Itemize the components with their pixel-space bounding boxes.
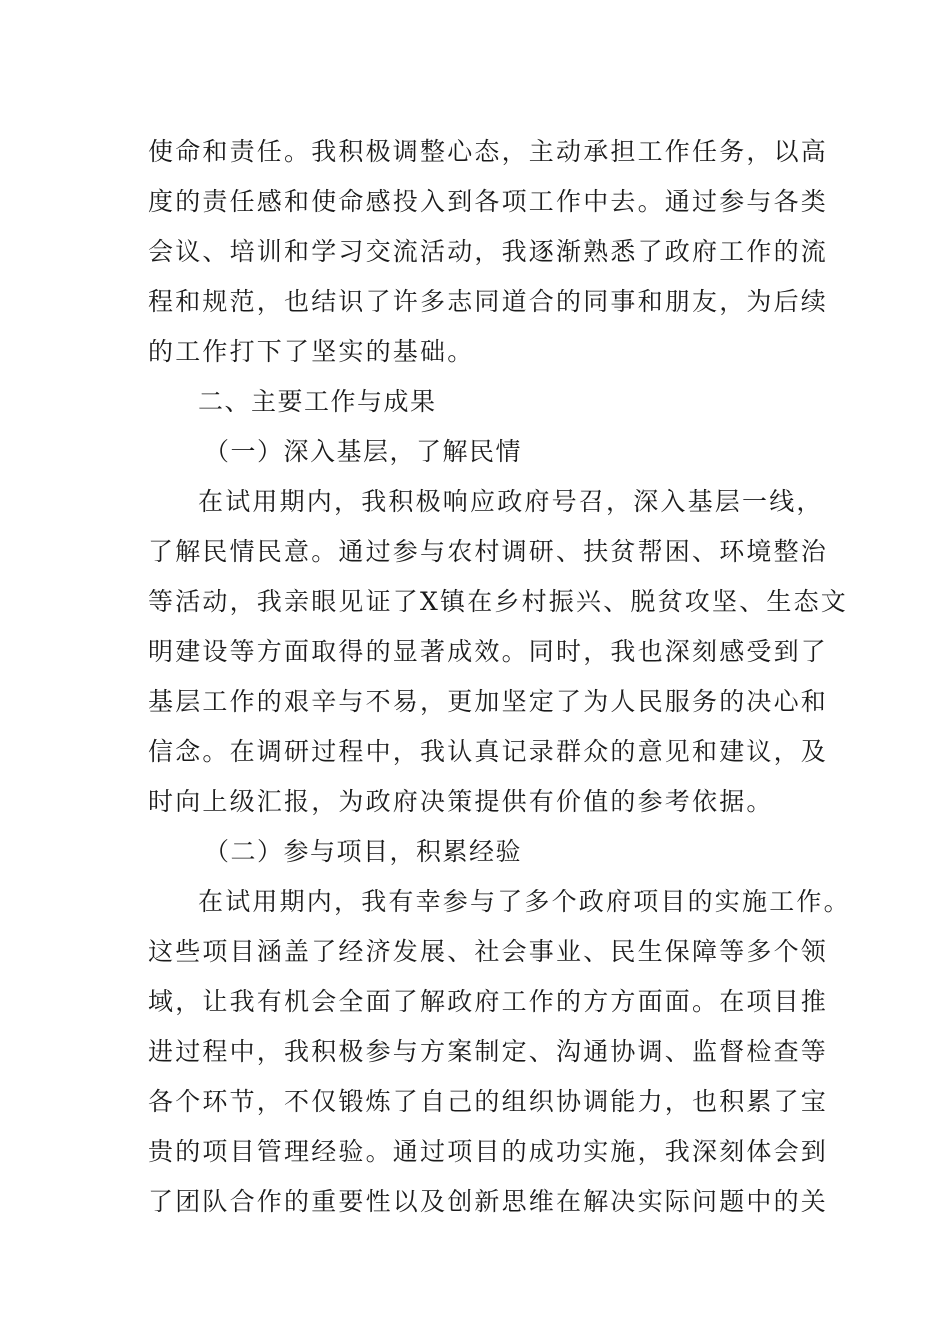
paragraph-line: 信念。在调研过程中，我认真记录群众的意见和建议，及: [148, 737, 829, 766]
paragraph-line: 了团队合作的重要性以及创新思维在解决实际问题中的关: [148, 1187, 829, 1216]
paragraph-line: 等活动，我亲眼见证了X镇在乡村振兴、脱贫攻坚、生态文: [148, 587, 849, 616]
paragraph-line: 使命和责任。我积极调整心态，主动承担工作任务，以高: [148, 137, 829, 166]
paragraph-line: 的工作打下了坚实的基础。: [148, 337, 475, 366]
paragraph-line: 会议、培训和学习交流活动，我逐渐熟悉了政府工作的流: [148, 237, 829, 266]
paragraph-line: 这些项目涵盖了经济发展、社会事业、民生保障等多个领: [148, 937, 829, 966]
section-heading: 二、主要工作与成果: [198, 387, 437, 416]
paragraph-line: 在试用期内，我有幸参与了多个政府项目的实施工作。: [198, 887, 851, 916]
paragraph-line: 程和规范，也结识了许多志同道合的同事和朋友，为后续: [148, 287, 829, 316]
paragraph-line: 在试用期内，我积极响应政府号召，深入基层一线，: [198, 487, 824, 516]
paragraph-line: 域，让我有机会全面了解政府工作的方方面面。在项目推: [148, 987, 829, 1016]
paragraph-line: 了解民情民意。通过参与农村调研、扶贫帮困、环境整治: [148, 537, 829, 566]
paragraph-line: 贵的项目管理经验。通过项目的成功实施，我深刻体会到: [148, 1137, 829, 1166]
paragraph-line: 进过程中，我积极参与方案制定、沟通协调、监督检查等: [148, 1037, 829, 1066]
paragraph-line: 度的责任感和使命感投入到各项工作中去。通过参与各类: [148, 187, 829, 216]
paragraph-line: 明建设等方面取得的显著成效。同时，我也深刻感受到了: [148, 637, 829, 666]
paragraph-line: 基层工作的艰辛与不易，更加坚定了为人民服务的决心和: [148, 687, 829, 716]
subsection-heading: （一）深入基层，了解民情: [204, 437, 523, 466]
paragraph-line: 时向上级汇报，为政府决策提供有价值的参考依据。: [148, 787, 774, 816]
paragraph-line: 各个环节，不仅锻炼了自己的组织协调能力，也积累了宝: [148, 1087, 829, 1116]
subsection-heading: （二）参与项目，积累经验: [204, 837, 523, 866]
